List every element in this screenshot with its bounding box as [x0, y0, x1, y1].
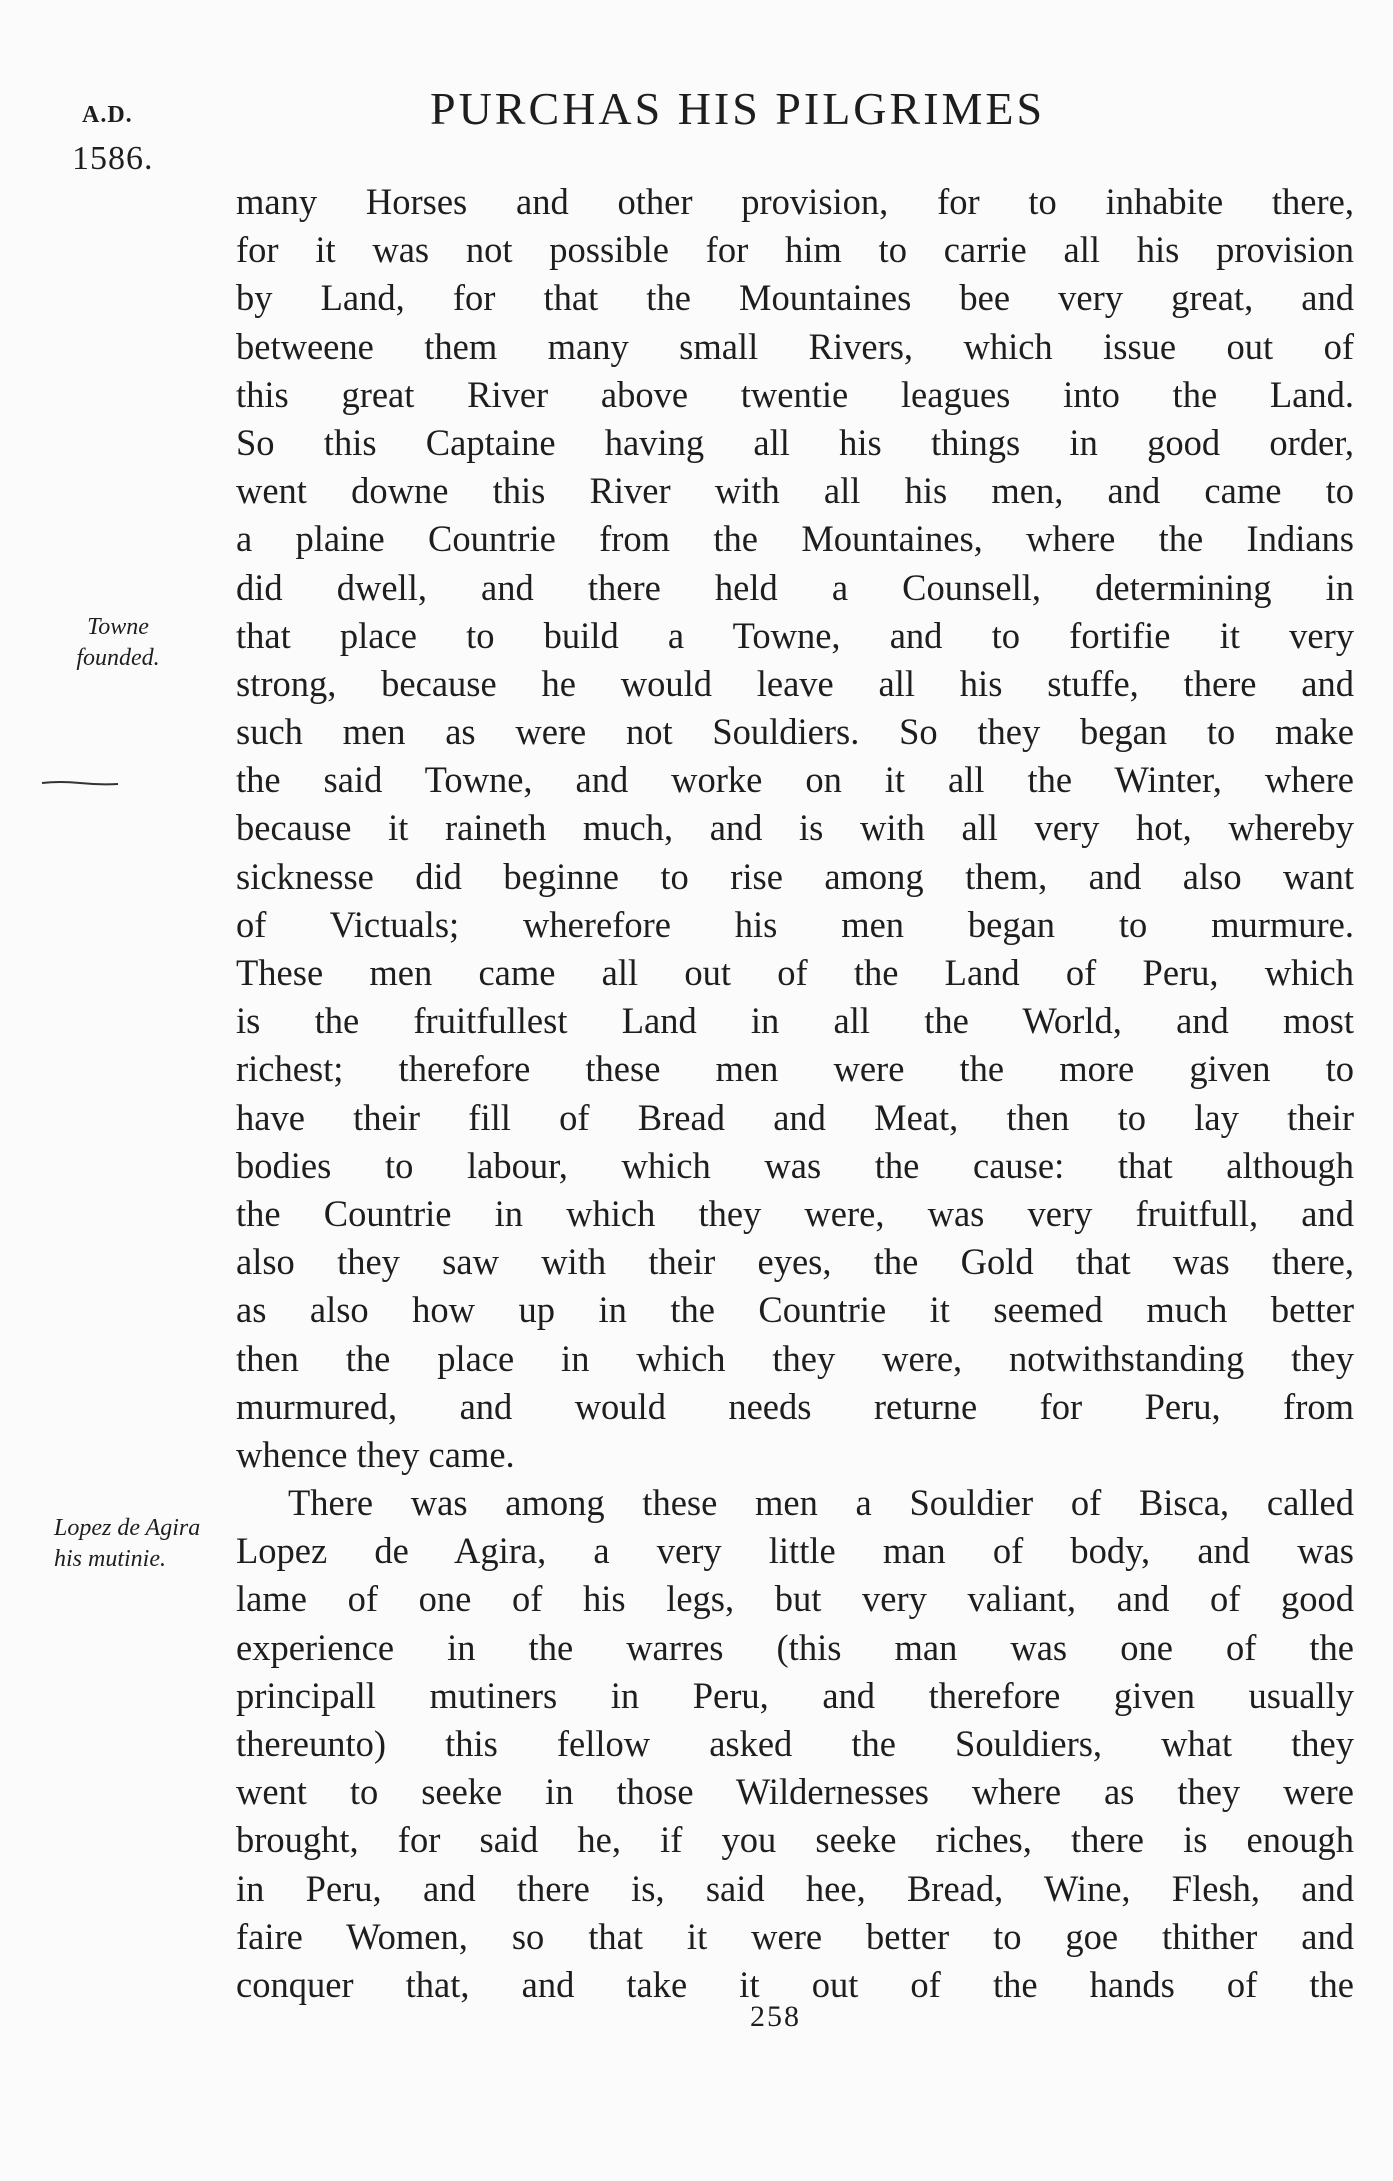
text-line: conquer that, and take it out of the hands of the: [236, 1963, 1354, 2005]
text-line: brought, for said he, if you seeke riches, there is enough: [236, 1819, 1354, 1861]
text-line: the said Towne, and worke on it all the Winter, where: [236, 759, 1354, 801]
text-line: have their fill of Bread and Meat, then to lay their: [236, 1096, 1354, 1138]
side-note-lopez-de-agira: Lopez de Agira his mutinie.: [54, 1515, 201, 1572]
margin-ink-mark: [40, 780, 120, 786]
text-line: such men as were not Souldiers. So they began to make: [236, 711, 1354, 753]
text-line: thereunto) this fellow asked the Souldiers, what they: [236, 1723, 1354, 1764]
text-line: faire Women, so that it were better to goe thither and: [236, 1915, 1354, 1957]
text-line: in Peru, and there is, said hee, Bread, Wine, Flesh, and: [236, 1867, 1354, 1909]
margin-year: 1586.: [72, 140, 154, 177]
text-line: So this Captaine having all his things in good order,: [236, 421, 1354, 463]
text-line: as also how up in the Countrie it seemed much better: [236, 1289, 1354, 1331]
running-head: PURCHAS HIS PILGRIMES: [430, 83, 1046, 134]
text-line: also they saw with their eyes, the Gold that was there,: [236, 1241, 1354, 1283]
text-line: strong, because he would leave all his stuffe, there and: [236, 662, 1354, 704]
text-line: of Victuals; wherefore his men began to murmure.: [236, 903, 1354, 945]
text-line: the Countrie in which they were, was very fruitfull, and: [236, 1192, 1354, 1234]
text-line: betweene them many small Rivers, which issue out of: [236, 325, 1354, 367]
text-line: is the fruitfullest Land in all the World, and most: [236, 1000, 1354, 1042]
text-line: sicknesse did beginne to rise among them, and also want: [236, 855, 1354, 897]
text-line: lame of one of his legs, but very valiant, and of good: [236, 1578, 1354, 1620]
text-line: did dwell, and there held a Counsell, determining in: [236, 566, 1354, 608]
text-line: went to seeke in those Wildernesses where as they were: [236, 1771, 1354, 1813]
text-line: murmured, and would needs returne for Peru, from: [236, 1385, 1354, 1427]
side-note-towne-founded: Towne founded.: [76, 614, 160, 671]
text-line: a plaine Countrie from the Mountaines, where the Indians: [236, 518, 1354, 560]
text-line: for it was not possible for him to carrie all his provision: [236, 229, 1354, 271]
text-line: then the place in which they were, notwithstanding they: [236, 1337, 1354, 1379]
body-text: [236, 178, 1354, 2009]
text-line: experience in the warres (this man was one of the: [236, 1626, 1354, 1668]
text-line: bodies to labour, which was the cause: that although: [236, 1144, 1354, 1186]
margin-era: A.D.: [82, 102, 133, 128]
text-line: Lopez de Agira, a very little man of body, and was: [236, 1530, 1354, 1572]
text-line: this great River above twentie leagues into the Land.: [236, 373, 1354, 415]
text-line: that place to build a Towne, and to fortifie it very: [236, 614, 1354, 656]
text-line: There was among these men a Souldier of Bisca, called: [288, 1482, 1354, 1524]
text-line: because it raineth much, and is with all very hot, whereby: [236, 807, 1354, 849]
text-line: went downe this River with all his men, and came to: [236, 470, 1354, 512]
page-number: 258: [750, 2000, 801, 2033]
text-line: richest; therefore these men were the more given to: [236, 1048, 1354, 1090]
text-line: principall mutiners in Peru, and therefore given usually: [236, 1674, 1354, 1716]
text-line: These men came all out of the Land of Peru, which: [236, 952, 1354, 993]
text-line: whence they came.: [236, 1433, 515, 1475]
text-line: by Land, for that the Mountaines bee very great, and: [236, 277, 1354, 319]
text-line: many Horses and other provision, for to inhabite there,: [236, 181, 1354, 222]
